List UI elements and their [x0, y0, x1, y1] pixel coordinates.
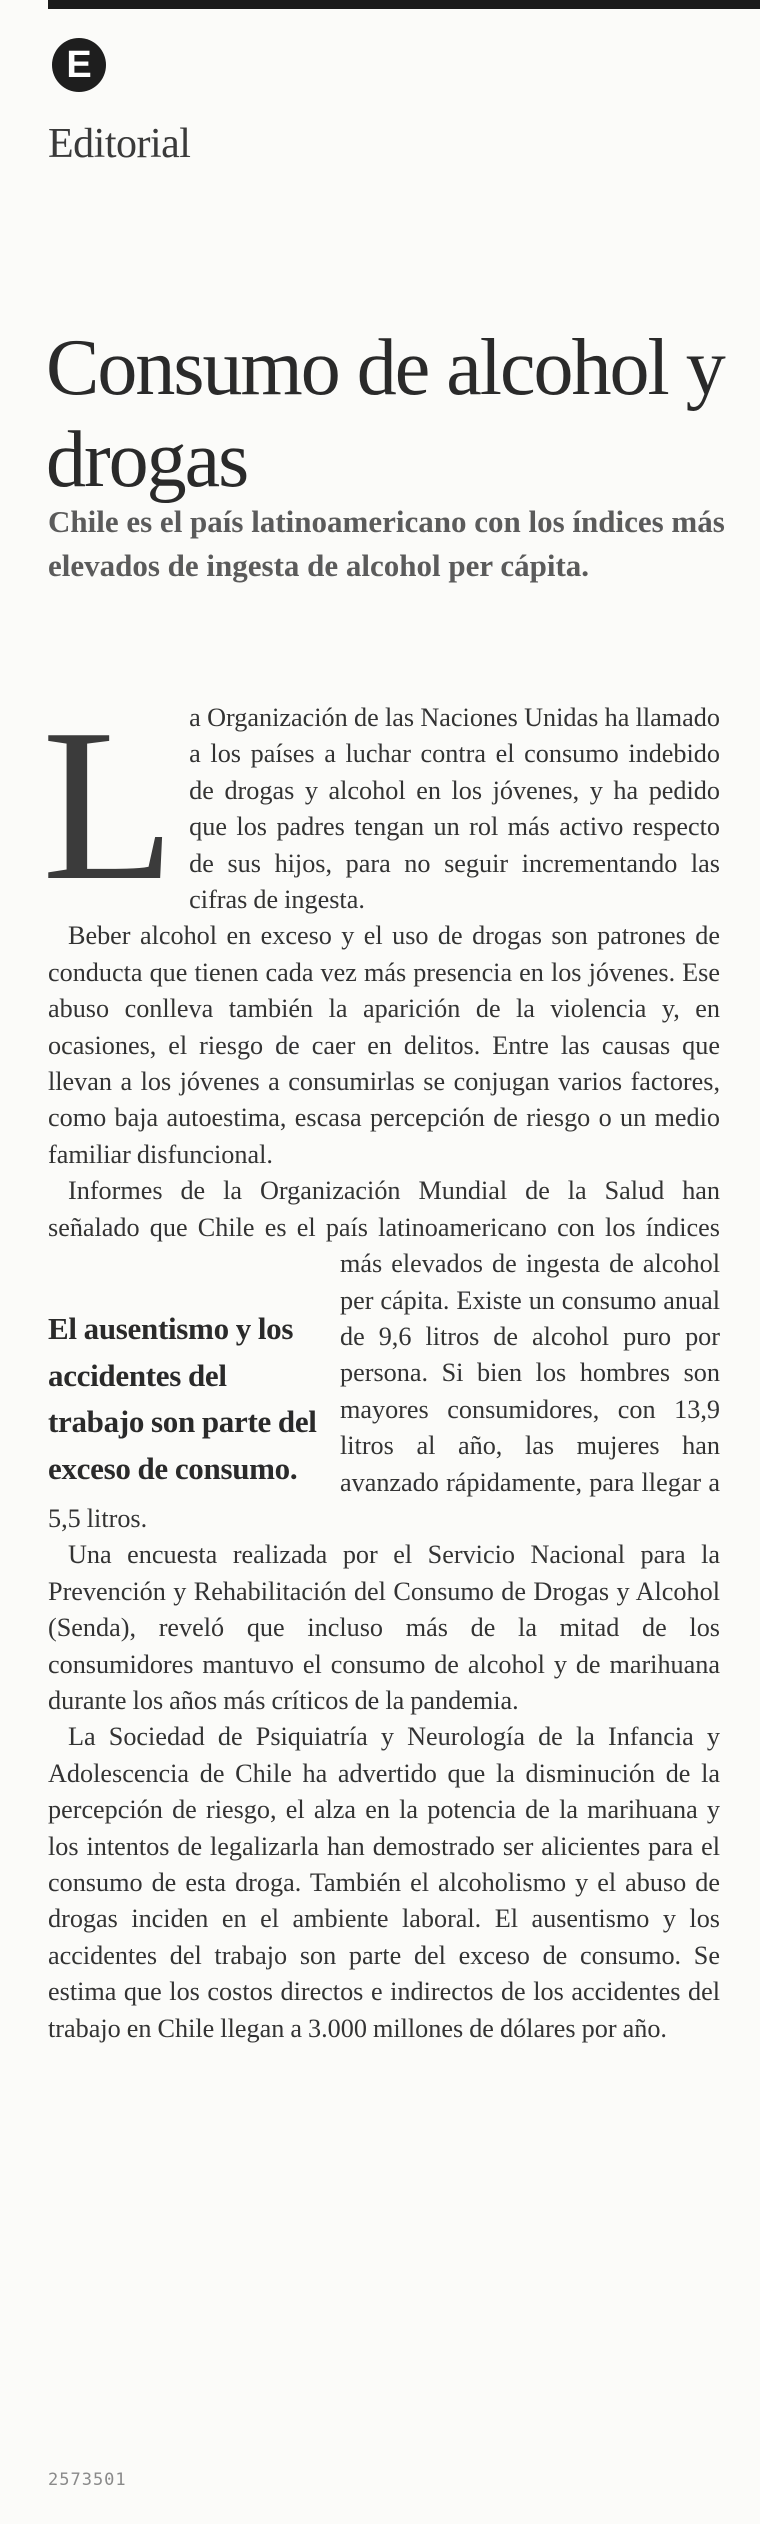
pull-quote: El ausentismo y los accidentes del trabajo son parte del exceso de consumo.: [48, 1311, 317, 1486]
paragraph-1: [42, 685, 720, 926]
section-label: Editorial: [48, 121, 191, 167]
article-body: [42, 685, 720, 2047]
paragraph-2: Beber alcohol en exceso y el uso de drogas son patrones de conducta que tienen cada vez más presencia en los jóvenes. Ese abuso conlleva también la aparición de la violencia y, en ocasiones, el riesgo de caer en delitos. Entre las causas que llevan a los jóvenes a consumirlas se conjugan varios factores, como baja autoestima, escasa percepción de riesgo o un medio familiar disfuncional.: [48, 921, 720, 1169]
headline: Consumo de alcohol y drogas: [46, 323, 724, 504]
paragraph-3-start: Informes de la Organización Mundial de la Salud han señalado que Chile es el país latinoamericano: [48, 1176, 720, 1242]
top-rule: [48, 0, 760, 9]
paragraph-5: La Sociedad de Psiquiatría y Neurología de la Infancia y Adolescencia de Chile ha advertido que la disminución de la percepción de riesgo, el alza en la potencia de la marihuana y los intentos de legalizarla han demostrado ser alicientes para el consumo de esta droga. También el alcoholismo y el abuso de drogas inciden en el ambiente laboral. El ausentismo y los accidentes del trabajo son parte del exceso de consumo. Se estima que los costos directos e indirectos de los accidentes del trabajo en Chile llegan a 3.000 millones de dólares por año.: [48, 1722, 720, 2043]
drop-cap: L: [42, 685, 176, 926]
paragraph-1-text: a Organización de las Naciones Unidas ha llamado a los países a luchar contra el consumo indebido de drogas y alcohol en los jóvenes, y ha pedido que los padres tengan un rol más activo respecto de sus hijos, para no seguir incrementando las cifras de ingesta.: [189, 703, 720, 915]
editorial-badge: E: [52, 38, 106, 92]
paragraph-3-end: con los índices más elevados de ingesta de alcohol per cápita. Existe un consumo anual de 9,6 litros de alcohol puro por persona. Si bien los hombres son mayores consumidores, con 13,9 litros al año, las mujeres han avanzado rápidamente, para llegar a 5,5 litros.: [48, 1212, 720, 1533]
paragraph-4: Una encuesta realizada por el Servicio Nacional para la Prevención y Rehabilitación del Consumo de Drogas y Alcohol (Senda), reveló que incluso más de la mitad de los consumidores mantuvo el consumo de alcohol y de marihuana durante los años más críticos de la pandemia.: [48, 1540, 720, 1715]
clip-code: 2573501: [48, 2470, 127, 2490]
paragraph-3: [48, 1173, 720, 1537]
lead-paragraph: Chile es el país latinoamericano con los índices más elevados de ingesta de alcohol per cápita.: [48, 504, 725, 583]
